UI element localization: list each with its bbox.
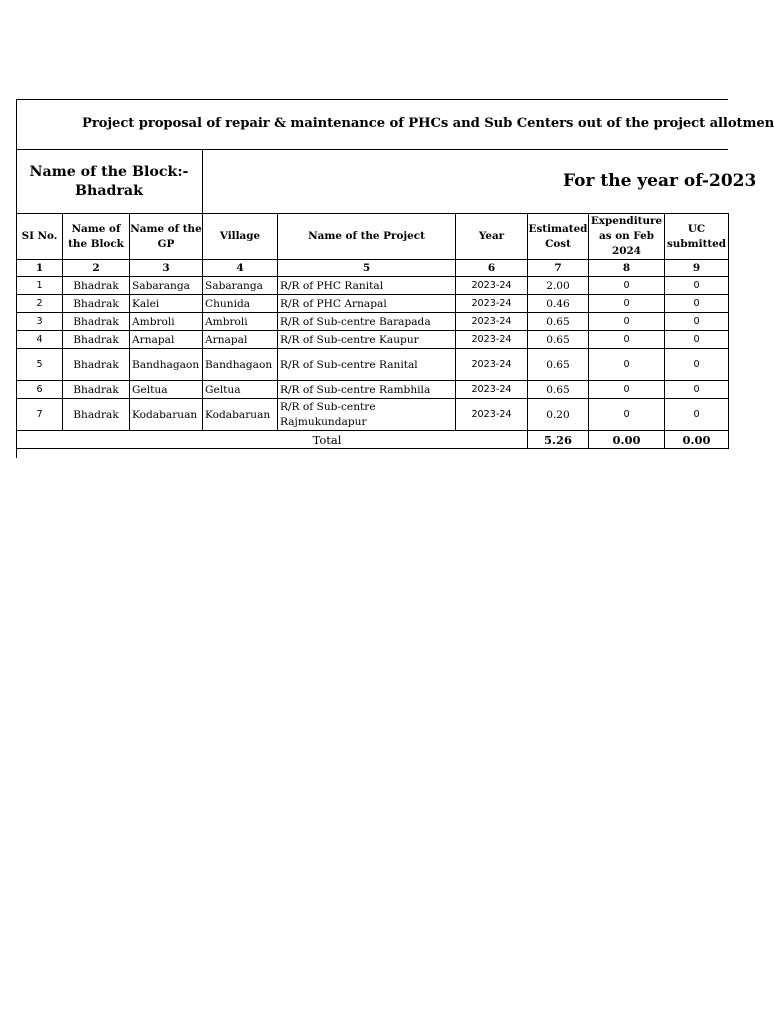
table-row bbox=[17, 381, 729, 399]
block-name: Bhadrak bbox=[75, 182, 143, 199]
cell-estimated-cost: 0.46 bbox=[528, 295, 589, 313]
table-row bbox=[17, 399, 729, 431]
cell-gp: Geltua bbox=[130, 381, 203, 399]
header-year: Year bbox=[456, 214, 528, 260]
cell-project: R/R of Sub-centre Barapada bbox=[278, 313, 456, 331]
cell-uc-submitted: 0 bbox=[665, 331, 729, 349]
cell-project: R/R of Sub-centre Rajmukundapur bbox=[278, 399, 456, 431]
cell-village: Sabaranga bbox=[203, 277, 278, 295]
cell-project: R/R of Sub-centre Rambhila bbox=[278, 381, 456, 399]
cell-village: Chunida bbox=[203, 295, 278, 313]
cell-expenditure: 0 bbox=[589, 381, 665, 399]
projects-table bbox=[16, 213, 729, 449]
cell-year: 2023-24 bbox=[456, 331, 528, 349]
title-row bbox=[16, 99, 774, 150]
cell-gp: Bandhagaon bbox=[130, 349, 203, 381]
cell-block: Bhadrak bbox=[63, 381, 130, 399]
cell-project: R/R of Sub-centre Ranital bbox=[278, 349, 456, 381]
table-row bbox=[17, 295, 729, 313]
cell-sl-no: 3 bbox=[17, 313, 63, 331]
cell-project: R/R of PHC Ranital bbox=[278, 277, 456, 295]
cell-gp: Sabaranga bbox=[130, 277, 203, 295]
table-row bbox=[17, 349, 729, 381]
cell-estimated-cost: 0.65 bbox=[528, 349, 589, 381]
cell-village: Ambroli bbox=[203, 313, 278, 331]
header-estimated-cost: Estimated Cost bbox=[528, 214, 589, 260]
cell-uc-submitted: 0 bbox=[665, 277, 729, 295]
document-title: Project proposal of repair & maintenance of PHCs and Sub Centers out of the project allotmen bbox=[82, 116, 774, 131]
cell-block: Bhadrak bbox=[63, 277, 130, 295]
cell-year: 2023-24 bbox=[456, 381, 528, 399]
cell-block: Bhadrak bbox=[63, 331, 130, 349]
header-gp: Name of the GP bbox=[130, 214, 203, 260]
cell-sl-no: 2 bbox=[17, 295, 63, 313]
cell-year: 2023-24 bbox=[456, 295, 528, 313]
cell-block: Bhadrak bbox=[63, 399, 130, 431]
header-block: Name of the Block bbox=[63, 214, 130, 260]
cell-gp: Arnapal bbox=[130, 331, 203, 349]
column-number-row bbox=[17, 260, 729, 277]
cell-village: Bandhagaon bbox=[203, 349, 278, 381]
cell-sl-no: 5 bbox=[17, 349, 63, 381]
cell-uc-submitted: 0 bbox=[665, 349, 729, 381]
column-number: 6 bbox=[456, 260, 528, 277]
header-sl-no: SI No. bbox=[17, 214, 63, 260]
cell-expenditure: 0 bbox=[589, 277, 665, 295]
total-estimated-cost: 5.26 bbox=[528, 431, 589, 449]
cell-year: 2023-24 bbox=[456, 277, 528, 295]
cell-expenditure: 0 bbox=[589, 399, 665, 431]
header-village: Village bbox=[203, 214, 278, 260]
column-number: 1 bbox=[17, 260, 63, 277]
cell-uc-submitted: 0 bbox=[665, 295, 729, 313]
cell-expenditure: 0 bbox=[589, 349, 665, 381]
cell-uc-submitted: 0 bbox=[665, 399, 729, 431]
cell-uc-submitted: 0 bbox=[665, 381, 729, 399]
cell-estimated-cost: 0.20 bbox=[528, 399, 589, 431]
cell-sl-no: 1 bbox=[17, 277, 63, 295]
column-number: 5 bbox=[278, 260, 456, 277]
column-number: 9 bbox=[665, 260, 729, 277]
block-label: Name of the Block:- bbox=[29, 163, 189, 180]
column-number: 2 bbox=[63, 260, 130, 277]
cell-estimated-cost: 2.00 bbox=[528, 277, 589, 295]
total-label: Total bbox=[17, 431, 528, 449]
total-uc-submitted: 0.00 bbox=[665, 431, 729, 449]
cell-estimated-cost: 0.65 bbox=[528, 331, 589, 349]
cell-block: Bhadrak bbox=[63, 313, 130, 331]
cell-village: Kodabaruan bbox=[203, 399, 278, 431]
cell-estimated-cost: 0.65 bbox=[528, 381, 589, 399]
cell-expenditure: 0 bbox=[589, 295, 665, 313]
total-expenditure: 0.00 bbox=[589, 431, 665, 449]
cell-project: R/R of PHC Arnapal bbox=[278, 295, 456, 313]
column-number: 4 bbox=[203, 260, 278, 277]
cell-village: Geltua bbox=[203, 381, 278, 399]
cell-gp: Kalei bbox=[130, 295, 203, 313]
cell-project: R/R of Sub-centre Kaupur bbox=[278, 331, 456, 349]
proposal-sheet bbox=[16, 99, 774, 458]
table-row bbox=[17, 277, 729, 295]
header-expenditure: Expenditure as on Feb 2024 bbox=[589, 214, 665, 260]
cell-year: 2023-24 bbox=[456, 399, 528, 431]
cell-estimated-cost: 0.65 bbox=[528, 313, 589, 331]
cell-block: Bhadrak bbox=[63, 349, 130, 381]
column-number: 3 bbox=[130, 260, 203, 277]
header-uc-submitted: UC submitted bbox=[665, 214, 729, 260]
cell-expenditure: 0 bbox=[589, 331, 665, 349]
column-number: 8 bbox=[589, 260, 665, 277]
table-row bbox=[17, 313, 729, 331]
cell-year: 2023-24 bbox=[456, 349, 528, 381]
cell-gp: Ambroli bbox=[130, 313, 203, 331]
table-row bbox=[17, 331, 729, 349]
cell-year: 2023-24 bbox=[456, 313, 528, 331]
cell-block: Bhadrak bbox=[63, 295, 130, 313]
cell-gp: Kodabaruan bbox=[130, 399, 203, 431]
cell-expenditure: 0 bbox=[589, 313, 665, 331]
table-header-row bbox=[17, 214, 729, 260]
block-name-cell bbox=[16, 150, 203, 214]
cell-village: Arnapal bbox=[203, 331, 278, 349]
cell-sl-no: 6 bbox=[17, 381, 63, 399]
cell-uc-submitted: 0 bbox=[665, 313, 729, 331]
header-project: Name of the Project bbox=[278, 214, 456, 260]
cell-sl-no: 7 bbox=[17, 399, 63, 431]
column-number: 7 bbox=[528, 260, 589, 277]
year-heading: For the year of-2023 bbox=[563, 171, 757, 191]
cell-sl-no: 4 bbox=[17, 331, 63, 349]
total-row bbox=[17, 431, 729, 449]
